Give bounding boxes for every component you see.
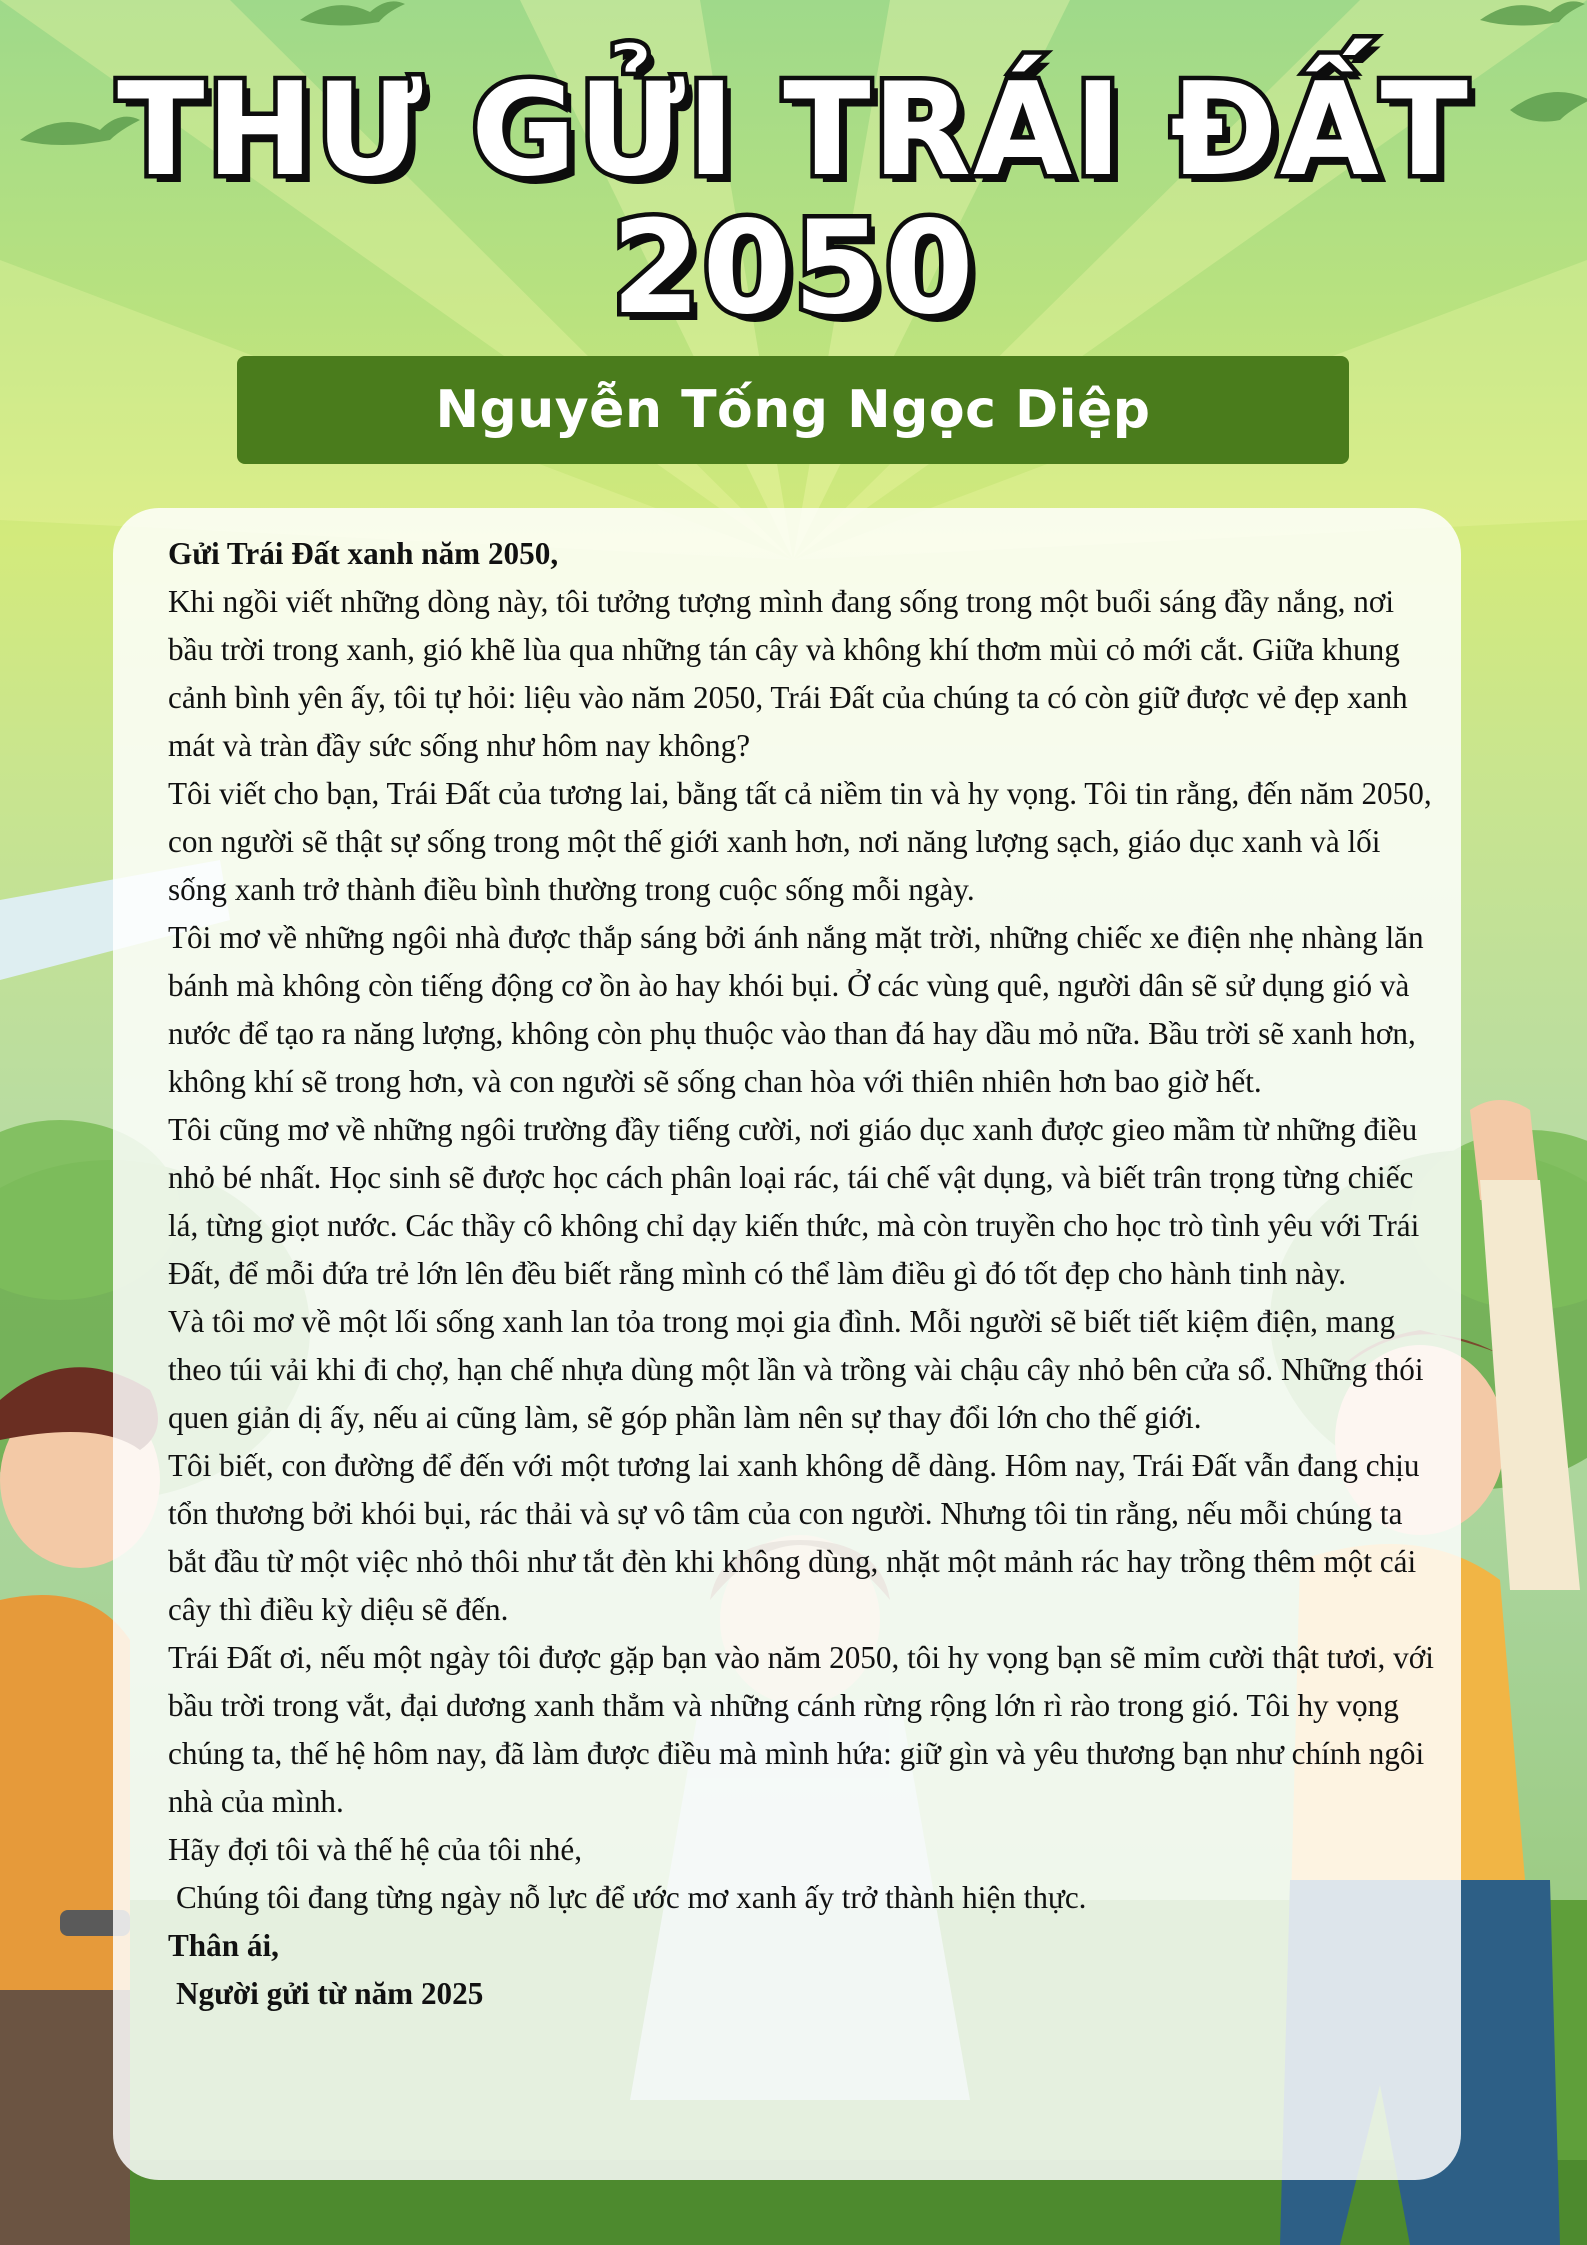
- letter-paragraph-1: Khi ngồi viết những dòng này, tôi tưởng tượng mình đang sống trong một buổi sáng đầy nắng, nơi bầu trời trong xanh, gió khẽ lùa qua những tán cây và không khí thơm mùi cỏ mới cắt. Giữa khung cảnh bình yên ấy, tôi tự hỏi: liệu vào năm 2050, Trái Đất của chúng ta có còn giữ được vẻ đẹp xanh mát và tràn đầy sức sống như hôm nay không?: [168, 584, 1408, 763]
- author-banner: [237, 356, 1349, 464]
- letter-paragraph-7: Trái Đất ơi, nếu một ngày tôi được gặp bạn vào năm 2050, tôi hy vọng bạn sẽ mỉm cười thật tươi, với bầu trời trong vắt, đại dương xanh thẳm và những cánh rừng rộng lớn rì rào trong gió. Tôi hy vọng chúng ta, thế hệ hôm nay, đã làm được điều mà mình hứa: giữ gìn và yêu thương bạn như chính ngôi nhà của mình.: [168, 1640, 1434, 1819]
- letter-greeting: Gửi Trái Đất xanh năm 2050,: [168, 536, 559, 571]
- poster-title: [0, 56, 1587, 343]
- letter-paragraph-8: Hãy đợi tôi và thế hệ của tôi nhé,: [168, 1832, 583, 1867]
- letter-paragraph-4: Tôi cũng mơ về những ngôi trường đầy tiếng cười, nơi giáo dục xanh được gieo mầm từ những điều nhỏ bé nhất. Học sinh sẽ được học cách phân loại rác, tái chế vật dụng, và biết trân trọng từng chiếc lá, từng giọt nước. Các thầy cô không chỉ dạy kiến thức, mà còn truyền cho học trò tình yêu với Trái Đất, để mỗi đứa trẻ lớn lên đều biết rằng mình có thể làm điều gì đó tốt đẹp cho hành tinh này.: [168, 1112, 1420, 1291]
- letter-signature: Người gửi từ năm 2025: [176, 1976, 484, 2011]
- title-line-1: THƯ GỬI TRÁI ĐẤT: [117, 56, 1470, 205]
- title-line-2: 2050: [611, 194, 976, 343]
- letter-paragraph-9: Chúng tôi đang từng ngày nỗ lực để ước mơ xanh ấy trở thành hiện thực.: [176, 1880, 1087, 1915]
- letter-closing: Thân ái,: [168, 1928, 279, 1963]
- letter-paragraph-2: Tôi viết cho bạn, Trái Đất của tương lai, bằng tất cả niềm tin và hy vọng. Tôi tin rằng, đến năm 2050, con người sẽ thật sự sống trong một thế giới xanh hơn, nơi năng lượng sạch, giáo dục xanh và lối sống xanh trở thành điều bình thường trong cuộc sống mỗi ngày.: [168, 776, 1432, 907]
- letter-body: [168, 530, 1438, 2018]
- letter-paragraph-6: Tôi biết, con đường để đến với một tương lai xanh không dễ dàng. Hôm nay, Trái Đất vẫn đang chịu tổn thương bởi khói bụi, rác thải và sự vô tâm của con người. Nhưng tôi tin rằng, nếu mỗi chúng ta bắt đầu từ một việc nhỏ thôi như tắt đèn khi không dùng, nhặt một mảnh rác hay trồng thêm một cái cây thì điều kỳ diệu sẽ đến.: [168, 1448, 1420, 1627]
- author-name: Nguyễn Tống Ngọc Diệp: [435, 380, 1151, 440]
- letter-paragraph-3: Tôi mơ về những ngôi nhà được thắp sáng bởi ánh nắng mặt trời, những chiếc xe điện nhẹ nhàng lăn bánh mà không còn tiếng động cơ ồn ào hay khói bụi. Ở các vùng quê, người dân sẽ sử dụng gió và nước để tạo ra năng lượng, không còn phụ thuộc vào than đá hay dầu mỏ nữa. Bầu trời sẽ xanh hơn, không khí sẽ trong hơn, và con người sẽ sống chan hòa với thiên nhiên hơn bao giờ hết.: [168, 920, 1424, 1099]
- letter-paragraph-5: Và tôi mơ về một lối sống xanh lan tỏa trong mọi gia đình. Mỗi người sẽ biết tiết kiệm điện, mang theo túi vải khi đi chợ, hạn chế nhựa dùng một lần và trồng vài chậu cây nhỏ bên cửa sổ. Những thói quen giản dị ấy, nếu ai cũng làm, sẽ góp phần làm nên sự thay đổi lớn cho thế giới.: [168, 1304, 1424, 1435]
